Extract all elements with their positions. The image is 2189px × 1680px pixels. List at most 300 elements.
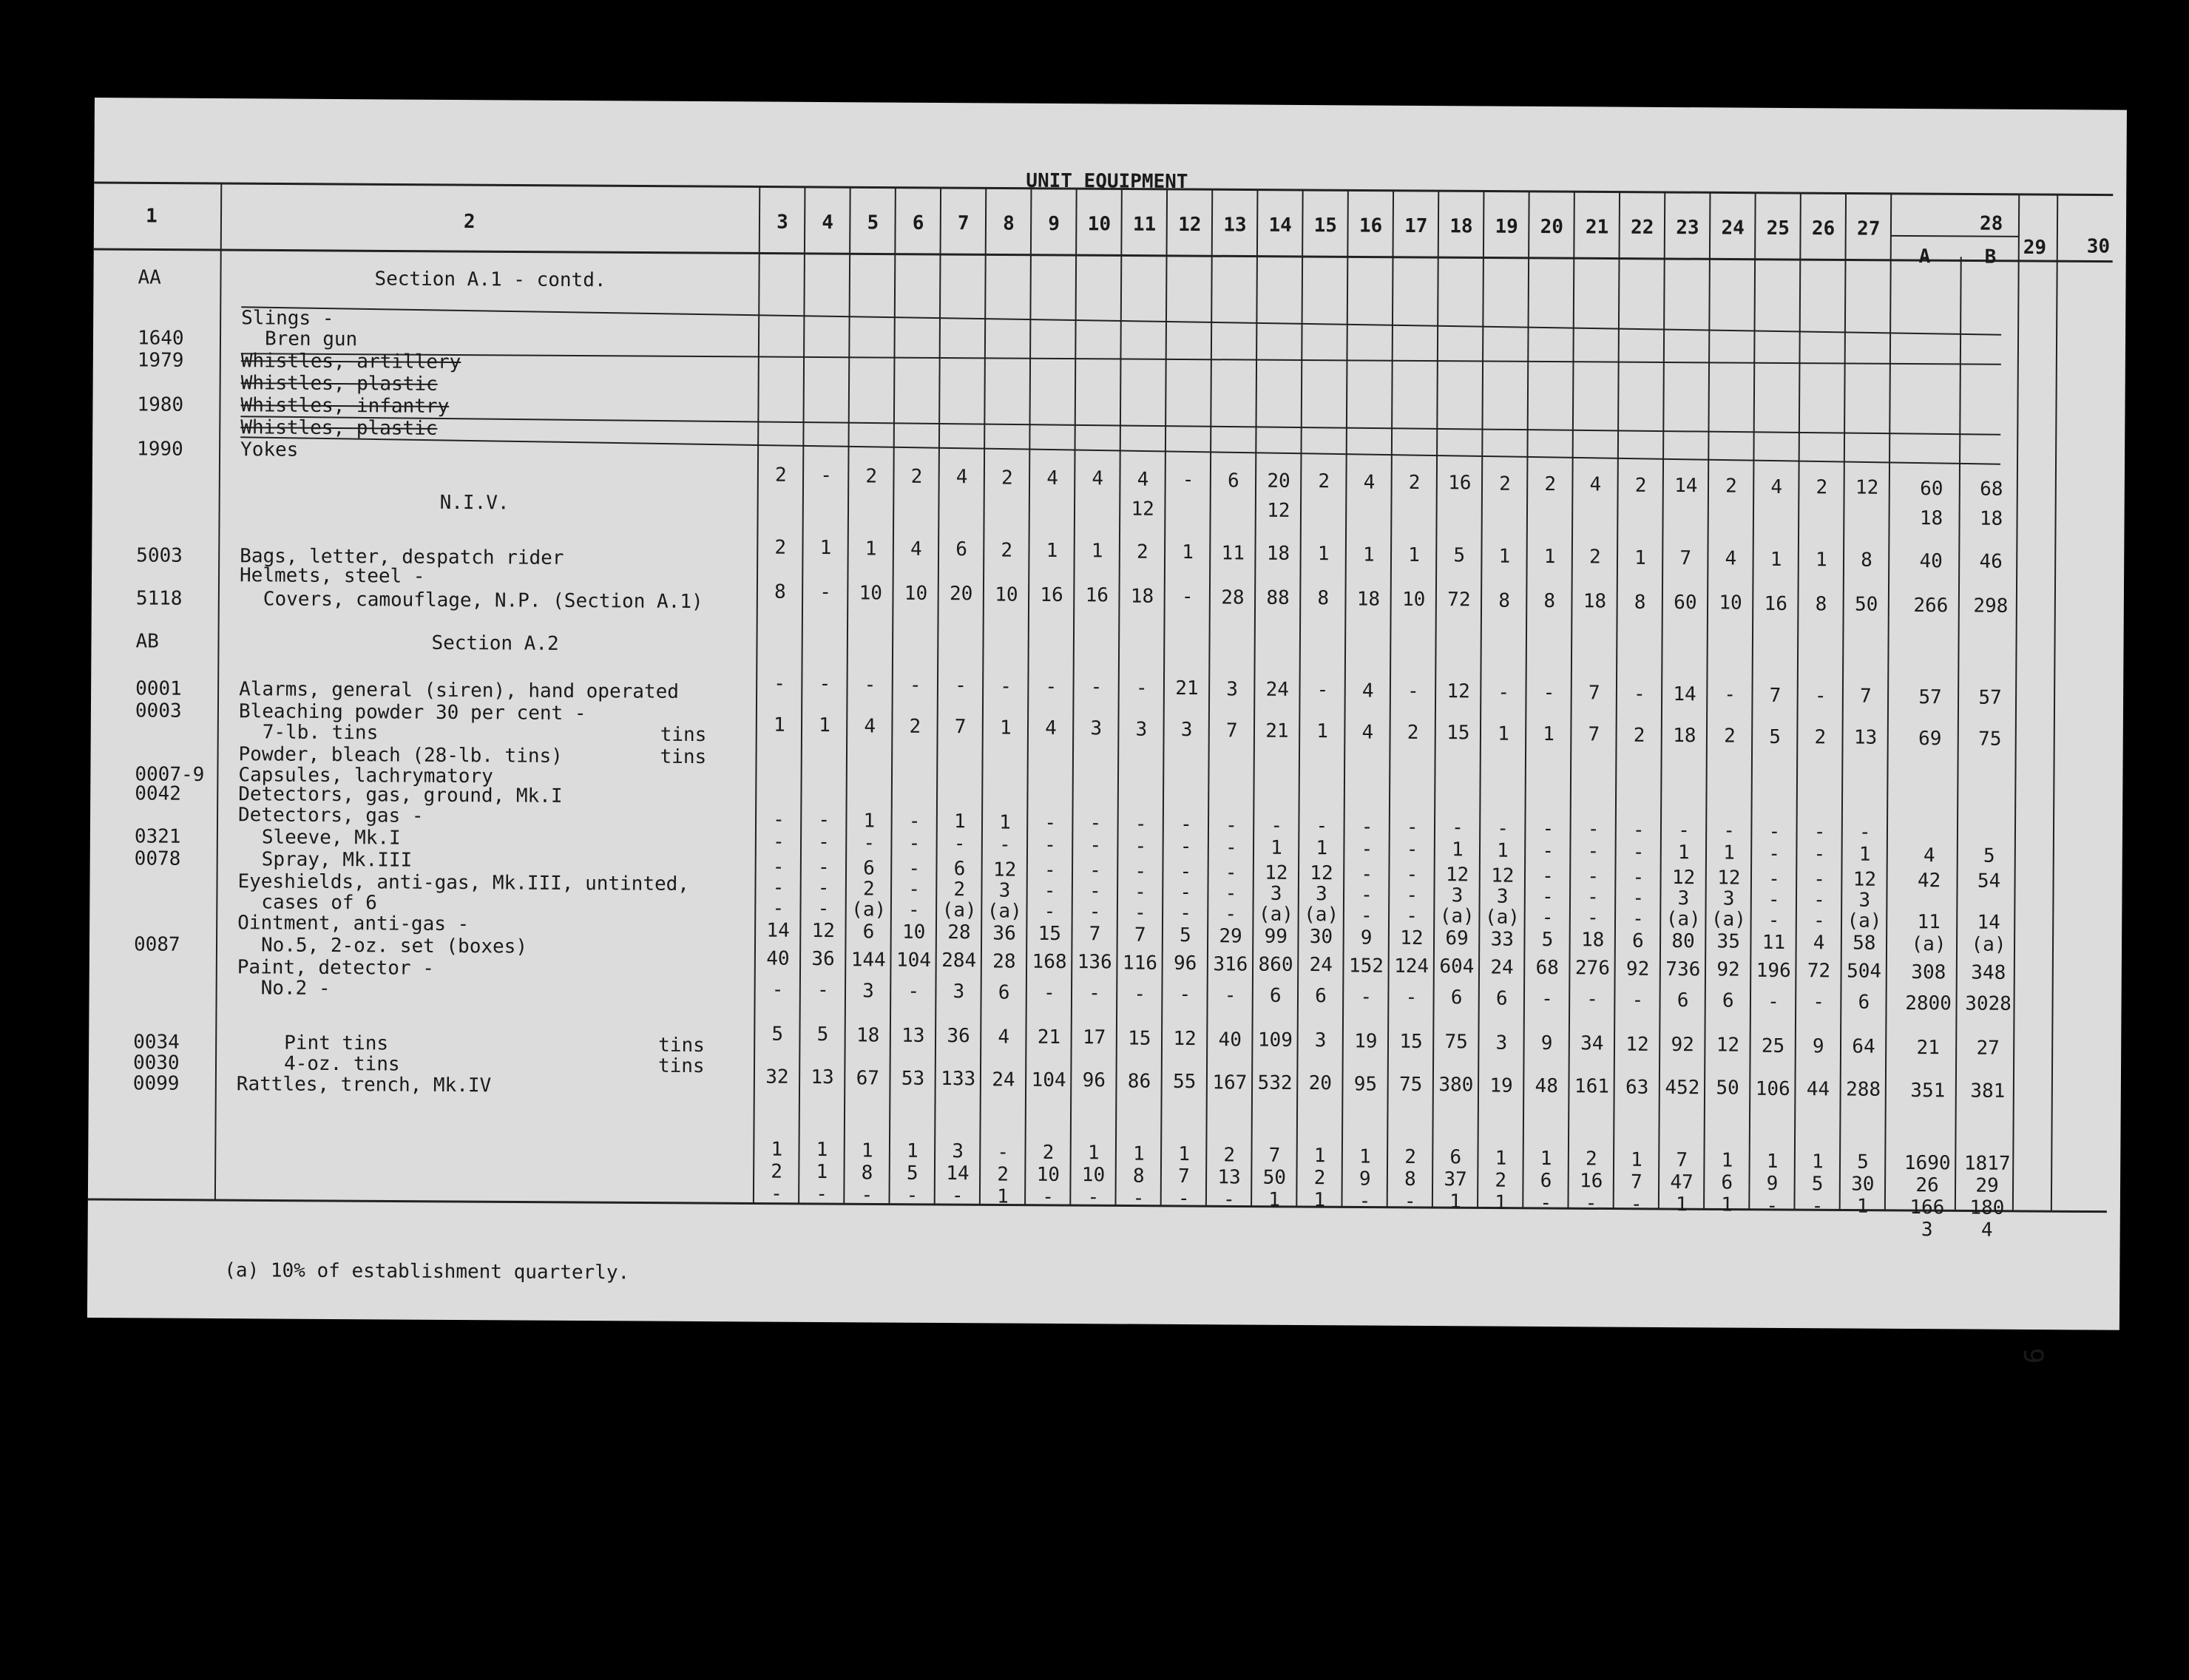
value-cell: 14: [1674, 475, 1698, 498]
value-cell: 10: [904, 582, 928, 605]
row-description: Bleaching powder 30 per cent -: [238, 700, 586, 725]
value-cell: 5: [1811, 1173, 1824, 1196]
value-cell: -: [1406, 904, 1418, 927]
value-cell: 10: [901, 921, 926, 944]
value-cell: 3: [1180, 719, 1193, 742]
value-cell: 80: [1671, 930, 1695, 953]
value-cell: 6: [1721, 1171, 1733, 1194]
value-cell: 3: [1496, 885, 1509, 908]
value-cell: -: [1541, 987, 1553, 1011]
value-cell: 42: [1917, 869, 1941, 892]
column-header-28a: A: [1918, 245, 1931, 268]
value-cell: -: [816, 979, 829, 1002]
column-header: 26: [1811, 217, 1836, 240]
value-cell: -: [1089, 901, 1101, 924]
value-cell: 6: [955, 538, 968, 561]
value-cell: 2: [1544, 472, 1557, 496]
value-cell: 3: [953, 980, 965, 1003]
value-cell: 72: [1447, 589, 1471, 612]
value-cell: -: [1179, 983, 1191, 1006]
value-cell: 3: [1722, 887, 1735, 910]
value-cell: (a): [1847, 910, 1882, 933]
value-cell: 2: [1001, 539, 1013, 562]
value-cell: 1: [1543, 545, 1556, 569]
value-cell: (a): [941, 899, 977, 922]
value-cell: 12: [1625, 1033, 1649, 1056]
value-cell: 1: [1495, 1147, 1507, 1170]
value-cell: -: [1541, 906, 1554, 929]
value-cell: -: [772, 876, 785, 899]
value-cell: 1: [816, 1139, 828, 1162]
value-cell: 1: [1858, 843, 1871, 867]
value-cell: 9: [1766, 1172, 1779, 1195]
value-cell: 16: [1085, 584, 1109, 607]
value-cell: 19: [1489, 1074, 1513, 1097]
value-cell: 58: [1853, 932, 1876, 955]
column-header-28: 28: [1979, 212, 2003, 235]
value-cell: 3: [1858, 889, 1871, 912]
value-cell: 1: [1091, 540, 1103, 563]
row-description: No.5, 2-oz. set (boxes): [260, 934, 528, 958]
value-cell: 1: [771, 1138, 783, 1161]
value-cell: 1: [1182, 541, 1194, 564]
value-cell: 2: [1725, 475, 1737, 498]
value-cell: 7: [1588, 723, 1600, 746]
value-cell: 3: [1315, 883, 1327, 906]
column-header-1: 1: [145, 205, 158, 228]
row-description: 4-oz. tins: [283, 1052, 400, 1076]
value-cell: -: [1316, 679, 1329, 702]
value-cell: 12: [1400, 927, 1424, 949]
value-cell: 6: [863, 857, 875, 880]
row-description: N.I.V.: [439, 491, 510, 515]
value-cell: -: [1360, 904, 1373, 927]
value-cell: 36: [947, 1025, 970, 1048]
row-description: Pint tins: [284, 1032, 389, 1055]
value-cell: 13: [1217, 1165, 1241, 1188]
value-cell: 1: [1359, 1145, 1371, 1168]
value-cell: -: [1134, 983, 1146, 1006]
column-header: 23: [1676, 217, 1699, 240]
value-cell: 7: [1769, 684, 1782, 707]
value-cell: -: [1361, 863, 1373, 886]
column-header: 16: [1359, 214, 1383, 237]
row-code: 0003: [135, 700, 182, 722]
value-cell: 10: [1719, 592, 1742, 614]
value-cell: 2: [1499, 472, 1511, 495]
value-cell: 75: [1398, 1073, 1423, 1096]
value-cell: -: [1632, 819, 1645, 841]
value-cell: -: [1359, 1190, 1371, 1213]
value-cell: 13: [1853, 726, 1878, 750]
value-cell: 10: [859, 582, 883, 605]
row-code: AA: [138, 266, 161, 289]
value-cell: 21: [1037, 1026, 1061, 1049]
value-cell: 6: [1227, 469, 1239, 492]
value-cell: 298: [1973, 595, 2009, 617]
value-cell: 46: [1979, 550, 2003, 573]
value-cell: 604: [1439, 955, 1475, 978]
column-header: 11: [1132, 213, 1157, 236]
value-cell: 1: [1856, 1195, 1869, 1219]
value-cell: -: [819, 581, 832, 604]
value-cell: 4: [1589, 473, 1602, 496]
value-cell: 69: [1918, 727, 1942, 751]
value-cell: -: [1586, 988, 1599, 1011]
value-cell: -: [1406, 838, 1418, 861]
value-cell: (a): [1711, 908, 1747, 932]
value-cell: 12: [811, 920, 836, 943]
column-header-2: 2: [463, 211, 476, 234]
value-cell: 4: [1980, 1219, 1993, 1242]
value-cell: 17: [1082, 1026, 1106, 1049]
row-description: Paint, detector -: [237, 956, 435, 980]
row-code: 0099: [132, 1072, 180, 1095]
value-cell: -: [1813, 889, 1825, 912]
value-cell: 75: [1444, 1031, 1468, 1054]
value-cell: 3: [1495, 1032, 1508, 1054]
column-header: 25: [1766, 217, 1790, 240]
value-cell: -: [817, 898, 830, 921]
value-cell: 18: [856, 1024, 880, 1047]
value-cell: -: [1000, 675, 1012, 698]
row-code: 0078: [134, 847, 181, 870]
value-cell: 10: [1081, 1164, 1106, 1187]
value-cell: 5: [1857, 1151, 1869, 1174]
value-cell: 1: [819, 714, 830, 737]
value-cell: 2: [997, 1163, 1009, 1186]
value-cell: 2: [1223, 1143, 1236, 1166]
value-cell: 60: [1674, 592, 1697, 614]
value-cell: 736: [1665, 958, 1701, 981]
value-cell: 1: [1449, 1190, 1461, 1213]
value-cell: 40: [1218, 1028, 1242, 1051]
value-cell: 144: [850, 948, 886, 972]
value-cell: 28: [1221, 586, 1245, 609]
value-cell: 8: [774, 580, 786, 603]
value-cell: 40: [766, 947, 790, 970]
value-cell: -: [1406, 816, 1418, 839]
column-header: 15: [1313, 214, 1338, 237]
row-description: Bren gun: [264, 328, 358, 351]
value-cell: -: [1134, 901, 1146, 924]
value-cell: -: [1044, 833, 1056, 857]
value-cell: 53: [901, 1067, 925, 1090]
value-cell: 2: [1318, 470, 1330, 493]
column-header: 7: [957, 212, 970, 235]
value-cell: 18: [1979, 507, 2003, 530]
value-cell: 1: [1675, 1193, 1688, 1216]
value-cell: -: [907, 898, 920, 921]
value-cell: -: [1633, 682, 1645, 705]
value-cell: 5: [906, 1162, 918, 1185]
value-cell: 3: [998, 879, 1011, 902]
value-cell: -: [1631, 989, 1644, 1012]
value-cell: 8: [861, 1162, 873, 1185]
grid-line: [215, 183, 221, 1200]
value-cell: 2: [1001, 467, 1013, 490]
value-cell: 6: [1722, 989, 1734, 1012]
value-cell: 68: [1535, 956, 1559, 980]
value-cell: 2: [1407, 721, 1419, 744]
row-description: Whistles, plastic: [240, 372, 438, 396]
value-cell: 5: [1541, 928, 1554, 952]
value-cell: -: [771, 978, 784, 1001]
value-cell: 8: [1404, 1168, 1416, 1190]
grid-line: [2051, 194, 2057, 1211]
value-cell: 109: [1257, 1029, 1293, 1051]
value-cell: -: [1225, 902, 1237, 925]
value-cell: -: [908, 810, 921, 833]
value-cell: -: [1225, 881, 1237, 904]
value-cell: 3: [1135, 718, 1148, 741]
column-header: 3: [777, 211, 788, 234]
value-cell: 5: [1453, 544, 1466, 567]
value-cell: -: [907, 980, 920, 1003]
value-cell: 2: [1408, 471, 1421, 494]
value-cell: 6: [1315, 985, 1327, 1008]
value-cell: 4: [1770, 475, 1783, 498]
row-code: AB: [135, 630, 159, 653]
column-header: 9: [1048, 212, 1060, 235]
value-cell: 5: [816, 1023, 829, 1046]
value-cell: -: [818, 809, 830, 832]
value-cell: 504: [1847, 960, 1882, 983]
value-cell: 50: [1262, 1166, 1287, 1189]
value-cell: 10: [1401, 588, 1426, 611]
value-cell: 1: [1497, 839, 1509, 862]
value-cell: (a): [1665, 908, 1701, 931]
value-cell: 1: [1087, 1142, 1100, 1165]
column-header: 17: [1404, 214, 1428, 238]
value-cell: 3: [1226, 677, 1239, 700]
value-cell: 16: [1448, 472, 1472, 495]
value-cell: 6: [1677, 989, 1689, 1012]
column-header: 10: [1087, 213, 1112, 236]
value-cell: 180: [1969, 1196, 2005, 1219]
value-cell: -: [774, 672, 786, 695]
row-description: Powder, bleach (28-lb. tins): [238, 743, 563, 768]
row-description: Detectors, gas -: [237, 804, 424, 827]
page-number: 9: [2017, 1347, 2048, 1364]
value-cell: 10: [1036, 1163, 1060, 1187]
value-cell: 21: [1265, 719, 1289, 742]
value-cell: 1: [1540, 1147, 1552, 1171]
value-cell: (a): [1911, 932, 1946, 956]
value-cell: 12: [1265, 861, 1288, 884]
value-cell: 133: [941, 1068, 976, 1091]
value-cell: 532: [1257, 1071, 1293, 1094]
value-cell: 3: [1451, 884, 1464, 907]
grid-line: [754, 186, 759, 1203]
value-cell: -: [1089, 982, 1100, 1005]
value-cell: 152: [1348, 954, 1384, 978]
value-cell: 24: [1265, 678, 1290, 701]
value-cell: 12: [1717, 867, 1741, 890]
value-cell: -: [1042, 1185, 1055, 1209]
row-description: 7-lb. tins: [262, 721, 379, 745]
value-cell: 15: [1038, 922, 1062, 946]
value-cell: 2: [774, 536, 787, 559]
value-cell: -: [1089, 812, 1102, 835]
value-cell: 1: [1268, 1188, 1281, 1211]
value-cell: -: [1089, 880, 1101, 903]
value-cell: -: [1540, 1191, 1552, 1214]
column-header: 5: [867, 211, 879, 234]
value-cell: 380: [1438, 1074, 1474, 1097]
value-cell: 1: [1811, 1151, 1824, 1173]
row-description: Spray, Mk.III: [261, 848, 413, 872]
value-cell: (a): [1484, 906, 1520, 929]
column-header: 12: [1178, 213, 1202, 237]
value-cell: 288: [1846, 1078, 1881, 1102]
row-description: Whistles, infantry: [240, 394, 450, 418]
value-cell: 28: [992, 950, 1016, 973]
value-cell: -: [1767, 990, 1779, 1013]
value-cell: 1: [1132, 1142, 1145, 1165]
value-cell: 13: [811, 1066, 834, 1089]
row-code: 0321: [134, 825, 181, 848]
value-cell: 12: [1445, 864, 1469, 887]
value-cell: 32: [765, 1066, 789, 1088]
value-cell: -: [1768, 867, 1780, 890]
value-cell: -: [1542, 839, 1554, 863]
value-cell: 2: [1634, 474, 1647, 497]
value-cell: 7: [1679, 547, 1692, 570]
value-cell: -: [908, 857, 921, 880]
value-cell: 1: [1316, 720, 1329, 743]
value-cell: -: [772, 897, 785, 920]
value-cell: 7: [1089, 923, 1101, 946]
value-cell: 50: [1854, 593, 1878, 617]
column-header: 18: [1449, 215, 1473, 238]
value-cell: 12: [1447, 680, 1470, 703]
value-cell: 6: [1540, 1169, 1552, 1193]
value-cell: 5: [1983, 844, 1995, 867]
column-header: 21: [1585, 216, 1609, 239]
value-cell: 18: [1130, 585, 1154, 608]
value-cell: 1: [1677, 841, 1690, 864]
value-cell: 18: [1266, 542, 1290, 565]
value-cell: 3: [862, 980, 874, 1003]
value-cell: -: [998, 833, 1011, 856]
value-cell: 29: [1975, 1174, 1999, 1197]
value-cell: 19: [1354, 1029, 1378, 1053]
value-cell: 1: [997, 1185, 1009, 1208]
value-cell: 1: [1316, 837, 1328, 860]
value-cell: 106: [1755, 1077, 1790, 1100]
value-cell: -: [1225, 813, 1237, 836]
value-cell: -: [1225, 836, 1237, 858]
column-header: 8: [1003, 212, 1015, 235]
value-cell: 2: [1814, 726, 1827, 749]
row-description: Rattles, trench, Mk.IV: [236, 1073, 492, 1097]
row-code: 5003: [136, 544, 183, 567]
value-cell: 4: [1137, 468, 1149, 491]
value-cell: -: [1404, 1190, 1416, 1213]
value-cell: 16: [1579, 1170, 1603, 1193]
value-cell: 75: [1977, 728, 2002, 751]
value-cell: 6: [1631, 929, 1644, 952]
value-cell: 8: [1132, 1165, 1145, 1188]
value-cell: -: [1767, 888, 1780, 911]
value-cell: 1: [1046, 539, 1058, 563]
value-cell: 348: [1971, 961, 2006, 984]
value-cell: 4: [910, 538, 922, 560]
value-cell: 1: [865, 538, 877, 560]
value-cell: 104: [1031, 1068, 1066, 1092]
value-cell: 166: [1909, 1196, 1945, 1219]
value-cell: 37: [1444, 1168, 1467, 1191]
value-cell: 167: [1212, 1071, 1248, 1094]
value-cell: 11: [1917, 910, 1941, 934]
value-cell: -: [1224, 983, 1236, 1006]
value-cell: 1: [861, 1139, 873, 1162]
value-cell: -: [908, 878, 920, 901]
row-description: Section A.1 - contd.: [374, 268, 606, 292]
value-cell: -: [1543, 681, 1555, 705]
row-code: 0087: [133, 933, 180, 956]
value-cell: -: [1587, 840, 1600, 863]
value-cell: 11: [1221, 541, 1245, 565]
value-cell: -: [951, 1185, 964, 1208]
value-cell: 12: [1131, 498, 1154, 521]
value-cell: 36: [992, 922, 1016, 945]
value-cell: -: [1813, 910, 1825, 932]
value-cell: -: [1542, 864, 1554, 888]
value-cell: 24: [992, 1068, 1015, 1091]
value-cell: -: [1767, 909, 1780, 932]
value-cell: -: [1498, 681, 1510, 704]
value-cell: 2: [1042, 1141, 1055, 1165]
value-cell: 88: [1266, 586, 1290, 609]
value-cell: 124: [1394, 955, 1430, 978]
value-cell: -: [955, 674, 967, 697]
document-sheet: [87, 98, 2127, 1364]
value-cell: 1817: [1963, 1152, 2011, 1175]
value-cell: 24: [1309, 954, 1333, 977]
value-cell: 1: [773, 714, 785, 736]
value-cell: 95: [1353, 1072, 1378, 1096]
value-cell: (a): [851, 898, 887, 921]
value-cell: -: [1134, 860, 1147, 883]
value-cell: 8: [1543, 589, 1556, 613]
value-cell: 1: [1451, 839, 1464, 861]
value-cell: 8: [1815, 593, 1827, 616]
value-cell: 2: [771, 1160, 783, 1183]
value-cell: -: [1045, 675, 1058, 699]
row-description: Whistles, artillery: [240, 350, 461, 374]
value-cell: 7: [1225, 719, 1238, 742]
value-cell: -: [1223, 1188, 1235, 1210]
value-cell: 99: [1264, 925, 1288, 948]
value-cell: 1: [953, 810, 966, 833]
value-cell: 161: [1574, 1075, 1610, 1098]
value-cell: 6: [1858, 991, 1870, 1015]
value-cell: 2: [910, 465, 923, 488]
value-cell: 1: [1723, 841, 1735, 864]
value-cell: 9: [1360, 927, 1373, 949]
value-cell: 48: [1535, 1074, 1559, 1098]
value-cell: 28: [947, 921, 971, 944]
value-cell: 1: [1313, 1145, 1326, 1168]
value-cell: 3: [1677, 887, 1690, 910]
value-cell: -: [1724, 683, 1736, 706]
value-cell: 4: [998, 1026, 1010, 1049]
value-cell: 12: [1853, 868, 1877, 892]
value-cell: 5: [771, 1023, 784, 1046]
value-cell: -: [1087, 1186, 1100, 1209]
